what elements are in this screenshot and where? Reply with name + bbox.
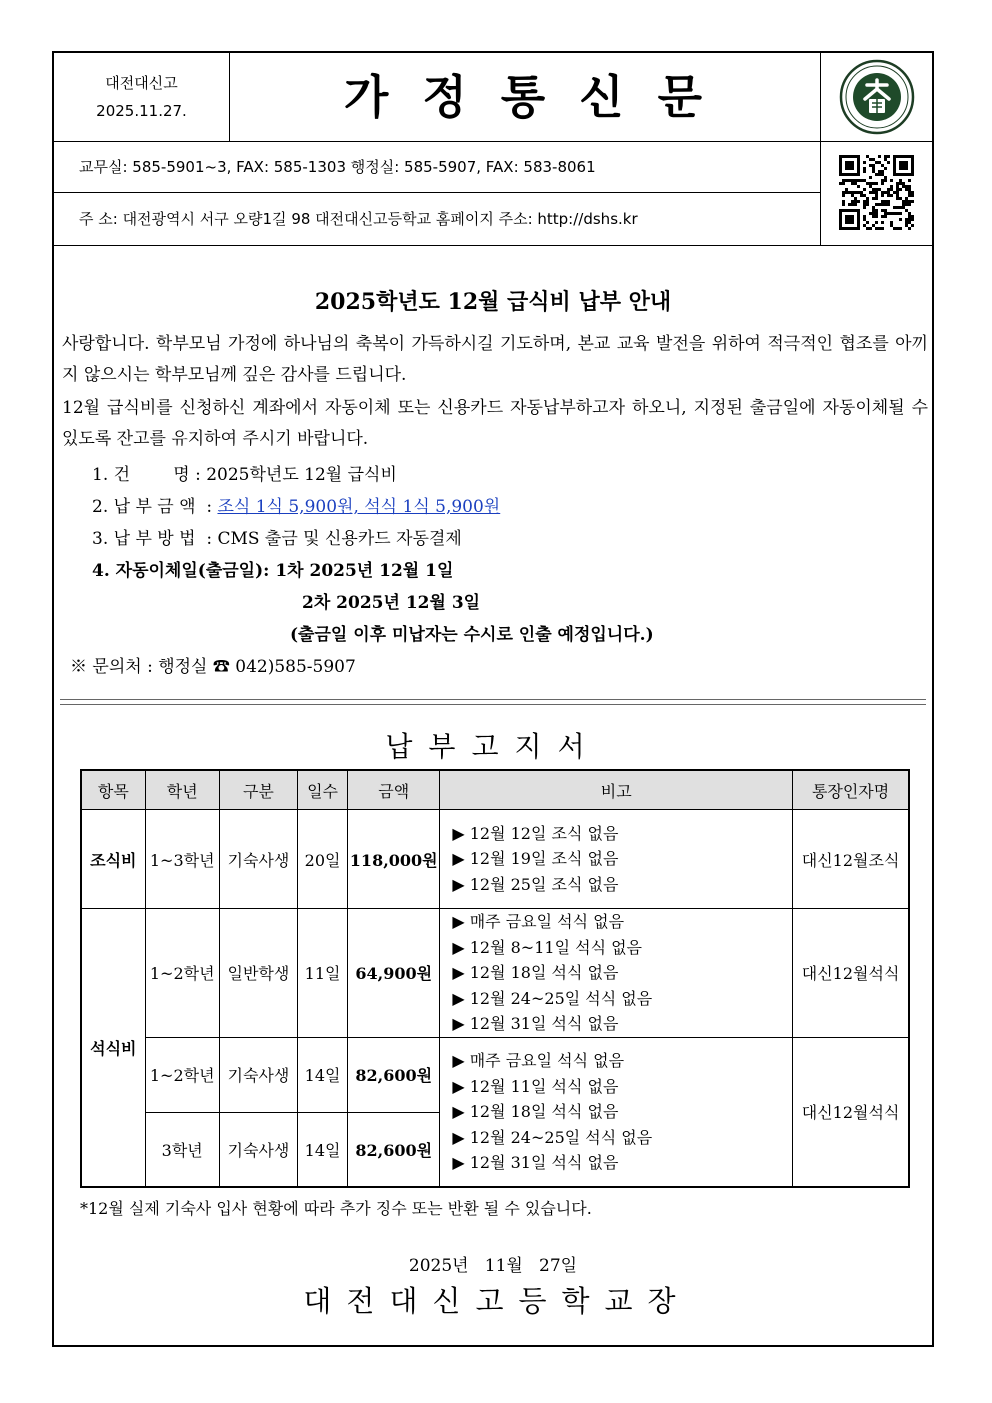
table-header-row [81,770,909,810]
footnote: *12월 실제 기숙사 입사 현황에 따라 추가 징수 또는 반환 될 수 있습니다. [80,1199,592,1218]
memo-line: ▶ 매주 금요일 석식 없음 [452,912,625,931]
dinner3-type: 기숙사생 [219,1112,297,1187]
item-3-label: 3. 납 부 방 법 : [92,529,218,549]
dinner2-type: 기숙사생 [219,1037,297,1112]
breakfast-grade: 1~3학년 [145,810,219,909]
table-row [81,1037,909,1112]
school-short-name: 대전대신고 [105,74,178,92]
qr-code-icon[interactable] [821,141,933,245]
item-4-first-date: 1차 2025년 12월 1일 [275,561,454,581]
dinner1-grade: 1~2학년 [145,909,219,1038]
dinner1-type: 일반학생 [219,909,297,1038]
dinner2-grade: 1~2학년 [145,1037,219,1112]
memo-line: ▶ 12월 12일 조식 없음 [452,823,619,843]
item-2-value: 조식 1식 5,900원, 석식 1식 5,900원 [217,497,501,517]
memo-line: ▶ 12월 18일 석식 없음 [452,963,619,982]
issue-date: 2025년 11월 27일 [408,1256,578,1276]
school-logo-icon [821,53,933,141]
memo-line: ▶ 12월 25일 조식 없음 [452,874,619,894]
notice-date: 2025.11.27. [96,102,187,120]
document-title: 가정통신문 [343,70,737,124]
memo-line: ▶ 12월 19일 조식 없음 [452,849,619,869]
item-4 [92,556,453,581]
inquiry-line: ※ 문의처 : 행정실 ☎ 042)585-5907 [70,657,356,677]
header-item: 항목 [81,770,145,810]
bill-title: 납부고지서 [385,730,601,763]
header-divider [54,245,932,246]
notice-title: 2025학년도 12월 급식비 납부 안내 [314,289,672,315]
school-logo-cell [820,53,933,141]
dinner-dorm-account: 대신12월석식 [793,1037,909,1187]
memo-line: ▶ 12월 31일 석식 없음 [452,1153,619,1172]
header-type: 구분 [219,770,297,810]
dinner1-memo [440,909,793,1038]
bill-table [80,769,910,1188]
header-days: 일수 [298,770,348,810]
greeting-paragraph: 사랑합니다. 학부모님 가정에 하나님의 축복이 가득하시길 기도하며, 본교 교육 발전을 위하여 적극적인 협조를 아끼지 않으시는 학부모님께 깊은 감사를 드립니다. [62,334,928,385]
memo-line: ▶ 12월 31일 석식 없음 [452,1014,619,1033]
table-row [81,909,909,1038]
section-double-divider [60,699,926,705]
memo-line: ▶ 12월 8~11일 석식 없음 [452,937,643,957]
memo-line: ▶ 12월 24~25일 석식 없음 [452,1127,653,1147]
dinner-item: 석식비 [81,909,145,1188]
document-frame [52,51,934,1347]
item-3 [92,524,462,549]
item-3-value: CMS 출금 및 신용카드 자동결제 [217,529,462,549]
dinner1-amount: 64,900원 [348,909,440,1038]
header-account: 통장인자명 [793,770,909,810]
qr-code-cell[interactable] [820,141,933,245]
dinner3-days: 14일 [298,1112,348,1187]
memo-line: ▶ 12월 18일 석식 없음 [452,1102,619,1121]
dinner3-amount: 82,600원 [348,1112,440,1187]
header-grade: 학년 [145,770,219,810]
breakfast-type: 기숙사생 [219,810,297,909]
breakfast-account: 대신12월조식 [793,810,909,909]
dinner1-account: 대신12월석식 [793,909,909,1038]
item-1-label: 1. 건 명 : [92,465,207,485]
breakfast-amount: 118,000원 [348,810,440,909]
dinner1-days: 11일 [298,909,348,1038]
item-4-second-date: 2차 2025년 12월 3일 [302,593,481,613]
breakfast-days: 20일 [298,810,348,909]
item-2-label: 2. 납 부 금 액 : [92,497,218,517]
header-school-cell [54,53,230,141]
dinner2-days: 14일 [298,1037,348,1112]
memo-line: ▶ 12월 24~25일 석식 없음 [452,988,653,1008]
memo-line: ▶ 12월 11일 석식 없음 [452,1076,619,1096]
dinner3-grade: 3학년 [145,1112,219,1187]
item-1-value: 2025학년도 12월 급식비 [206,465,397,485]
dinner-dorm-memo [440,1037,793,1187]
instruction-paragraph: 12월 급식비를 신청하신 계좌에서 자동이체 또는 신용카드 자동납부하고자 하오니, 지정된 출금일에 자동이체될 수 있도록 잔고를 유지하여 주시기 바랍니다. [62,398,928,449]
item-1 [92,460,397,485]
memo-line: ▶ 매주 금요일 석식 없음 [452,1051,625,1070]
address-row: 주 소: 대전광역시 서구 오량1길 98 대전대신고등학교 홈페이지 주소: http://dshs.kr [79,210,638,228]
item-2 [92,492,500,517]
principal-signature: 대전대신고등학교장 [303,1284,691,1318]
dinner2-amount: 82,600원 [348,1037,440,1112]
table-row [81,810,909,909]
breakfast-memo [440,810,793,909]
header-memo: 비고 [440,770,793,810]
item-4-note: (출금일 이후 미납자는 수시로 인출 예정입니다.) [290,625,654,645]
header-amount: 금액 [348,770,440,810]
contact-row: 교무실: 585-5901~3, FAX: 585-1303 행정실: 585-5907, FAX: 583-8061 [54,141,820,193]
breakfast-item: 조식비 [81,810,145,909]
item-4-label: 4. 자동이체일(출금일): [92,561,276,581]
header-top-row [54,53,932,142]
